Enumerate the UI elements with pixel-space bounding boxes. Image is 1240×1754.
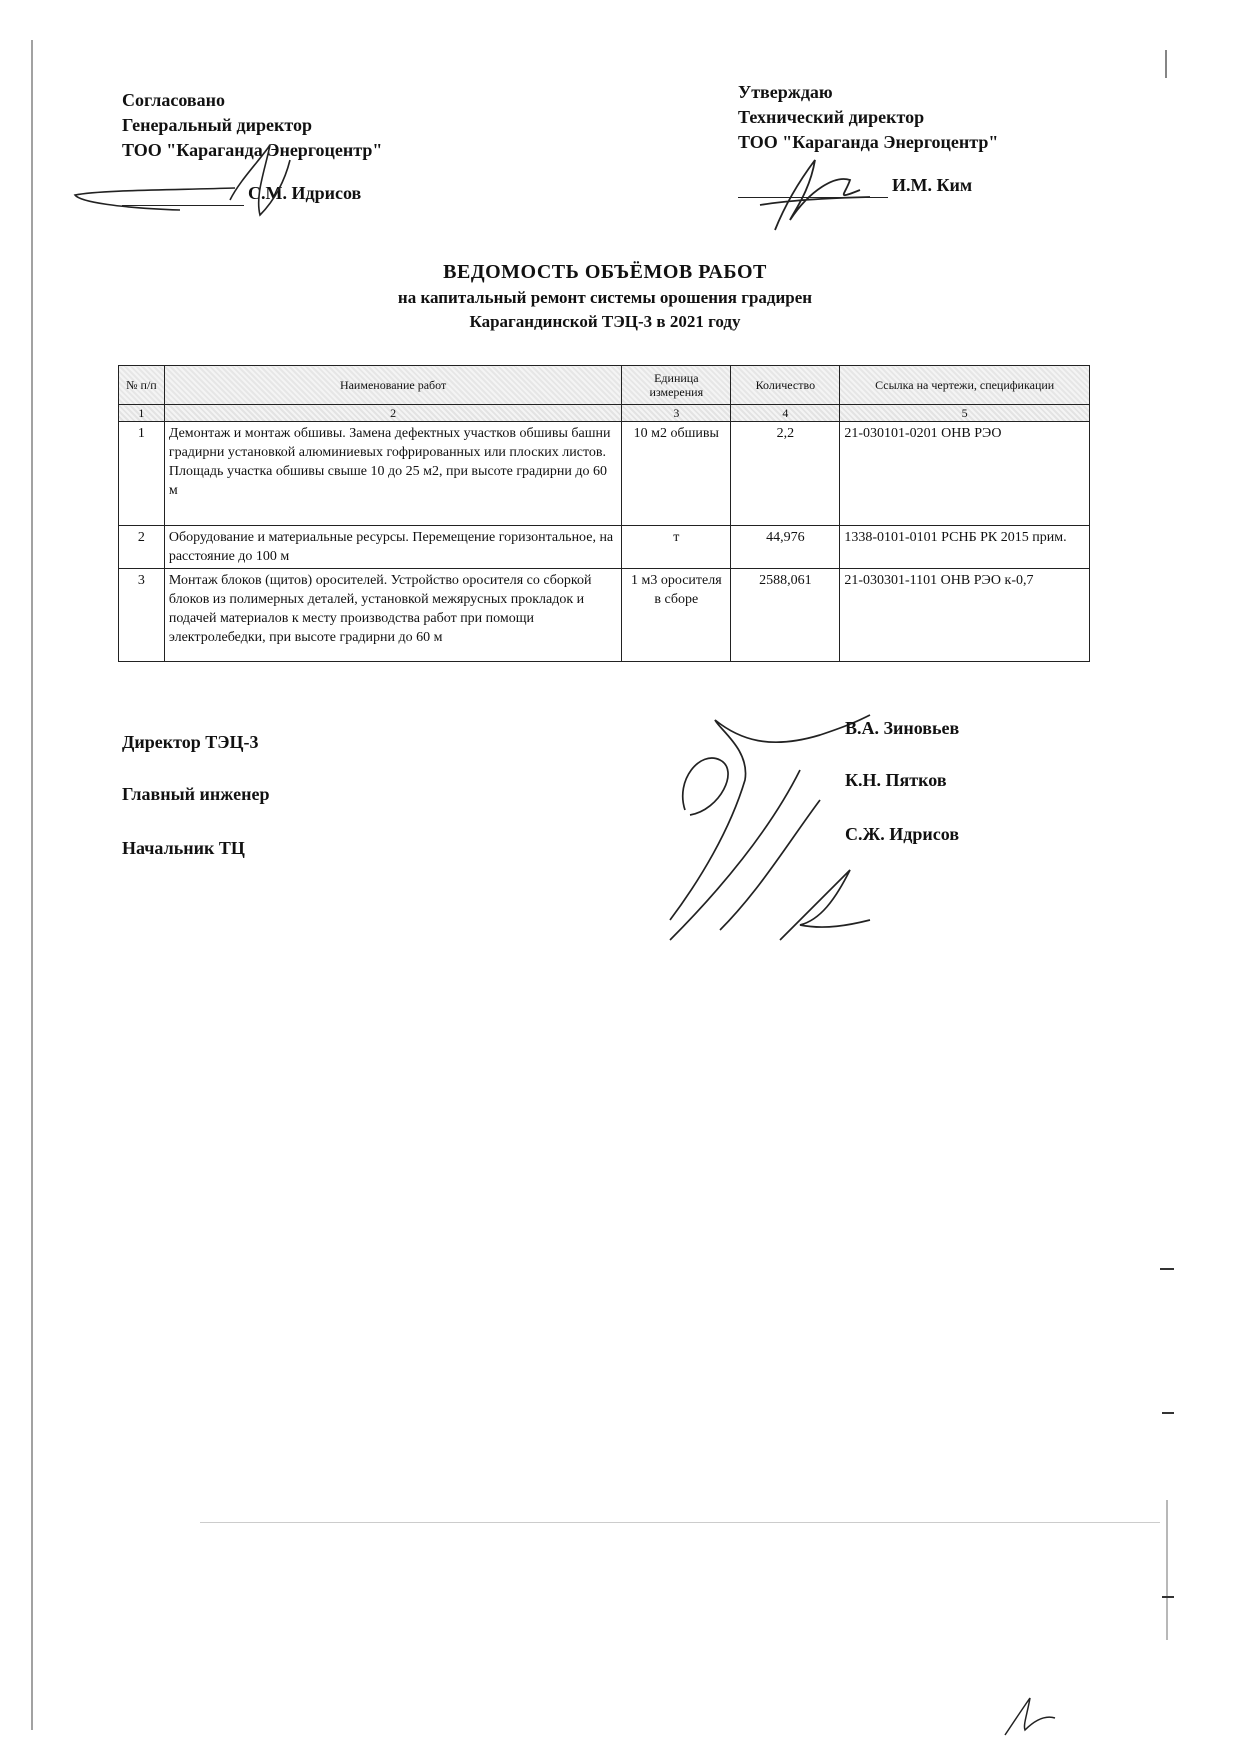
row-number: 2 xyxy=(119,526,165,569)
scan-margin-mark xyxy=(1165,50,1167,78)
row-number: 3 xyxy=(119,569,165,662)
document-subtitle: на капитальный ремонт системы орошения градирен xyxy=(397,288,813,307)
approval-organization: ТОО "Караганда Энергоцентр" xyxy=(122,140,383,160)
scan-margin-mark xyxy=(1162,1596,1174,1598)
scan-margin-mark xyxy=(1166,1500,1168,1640)
handwritten-signature xyxy=(995,1690,1065,1740)
column-number: 1 xyxy=(119,405,165,422)
signatory-title-director: Директор ТЭЦ-3 xyxy=(122,732,259,752)
document-title-block xyxy=(0,258,1210,334)
approver-name: С.М. Идрисов xyxy=(248,183,362,203)
table-row xyxy=(119,422,1090,526)
signatory-title-head-tc: Начальник ТЦ xyxy=(122,838,245,858)
signatory-name-head-tc: С.Ж. Идрисов xyxy=(845,824,960,844)
column-number: 3 xyxy=(622,405,731,422)
column-header-work-name: Наименование работ xyxy=(164,366,621,405)
signatory-name-chief-engineer: К.Н. Пятков xyxy=(845,770,947,790)
approval-position: Генеральный директор xyxy=(122,115,312,135)
works-volume-table xyxy=(118,365,1090,662)
quantity: 44,976 xyxy=(731,526,840,569)
quantity: 2588,061 xyxy=(731,569,840,662)
column-header-reference: Ссылка на чертежи, спецификации xyxy=(840,366,1090,405)
unit-of-measure: 10 м2 обшивы xyxy=(622,422,731,526)
column-header-unit: Единица измерения xyxy=(622,366,731,405)
table-header-row xyxy=(119,366,1090,405)
work-name: Демонтаж и монтаж обшивы. Замена дефектных участков обшивы башни градирни установкой алюминиевых гофрированных или плоских листов. Площадь участка обшивы свыше 10 до 25 м2, при высоте градирни до 60 м xyxy=(164,422,621,526)
unit-of-measure: т xyxy=(622,526,731,569)
reference-code: 21-030301-1101 ОНВ РЭО к-0,7 xyxy=(840,569,1090,662)
work-name: Оборудование и материальные ресурсы. Перемещение горизонтальное, на расстояние до 100 м xyxy=(164,526,621,569)
document-subtitle-plant: Карагандинской ТЭЦ-3 в 2021 году xyxy=(469,312,741,331)
column-header-number: № п/п xyxy=(119,366,165,405)
handwritten-signature xyxy=(60,140,360,230)
approval-position: Технический директор xyxy=(738,107,925,127)
column-number: 2 xyxy=(164,405,621,422)
scan-margin-mark xyxy=(1162,1412,1174,1414)
reference-code: 1338-0101-0101 РСНБ РК 2015 прим. xyxy=(840,526,1090,569)
column-number: 5 xyxy=(840,405,1090,422)
approval-heading: Утверждаю xyxy=(738,82,833,102)
row-number: 1 xyxy=(119,422,165,526)
quantity: 2,2 xyxy=(731,422,840,526)
reference-code: 21-030101-0201 ОНВ РЭО xyxy=(840,422,1090,526)
document-title: ВЕДОМОСТЬ ОБЪЁМОВ РАБОТ xyxy=(443,261,767,283)
approval-heading: Согласовано xyxy=(122,90,225,110)
table-row xyxy=(119,526,1090,569)
work-name: Монтаж блоков (щитов) оросителей. Устройство оросителя со сборкой блоков из полимерных деталей, установкой межярусных прокладок и подачей материалов к месту производства работ при помощи электролебедки, при высоте градирни до 60 м xyxy=(164,569,621,662)
approval-organization: ТОО "Караганда Энергоцентр" xyxy=(738,132,999,152)
column-header-quantity: Количество xyxy=(731,366,840,405)
table-row xyxy=(119,569,1090,662)
column-number: 4 xyxy=(731,405,840,422)
signatory-title-chief-engineer: Главный инженер xyxy=(122,784,270,804)
approver-name: И.М. Ким xyxy=(892,175,973,195)
scan-margin-mark xyxy=(1160,1268,1174,1270)
signatory-name-director: В.А. Зиновьев xyxy=(845,718,960,738)
unit-of-measure: 1 м3 оросителя в сборе xyxy=(622,569,731,662)
handwritten-signature xyxy=(740,150,880,240)
scan-margin-mark xyxy=(200,1522,1160,1523)
column-numbering-row xyxy=(119,405,1090,422)
